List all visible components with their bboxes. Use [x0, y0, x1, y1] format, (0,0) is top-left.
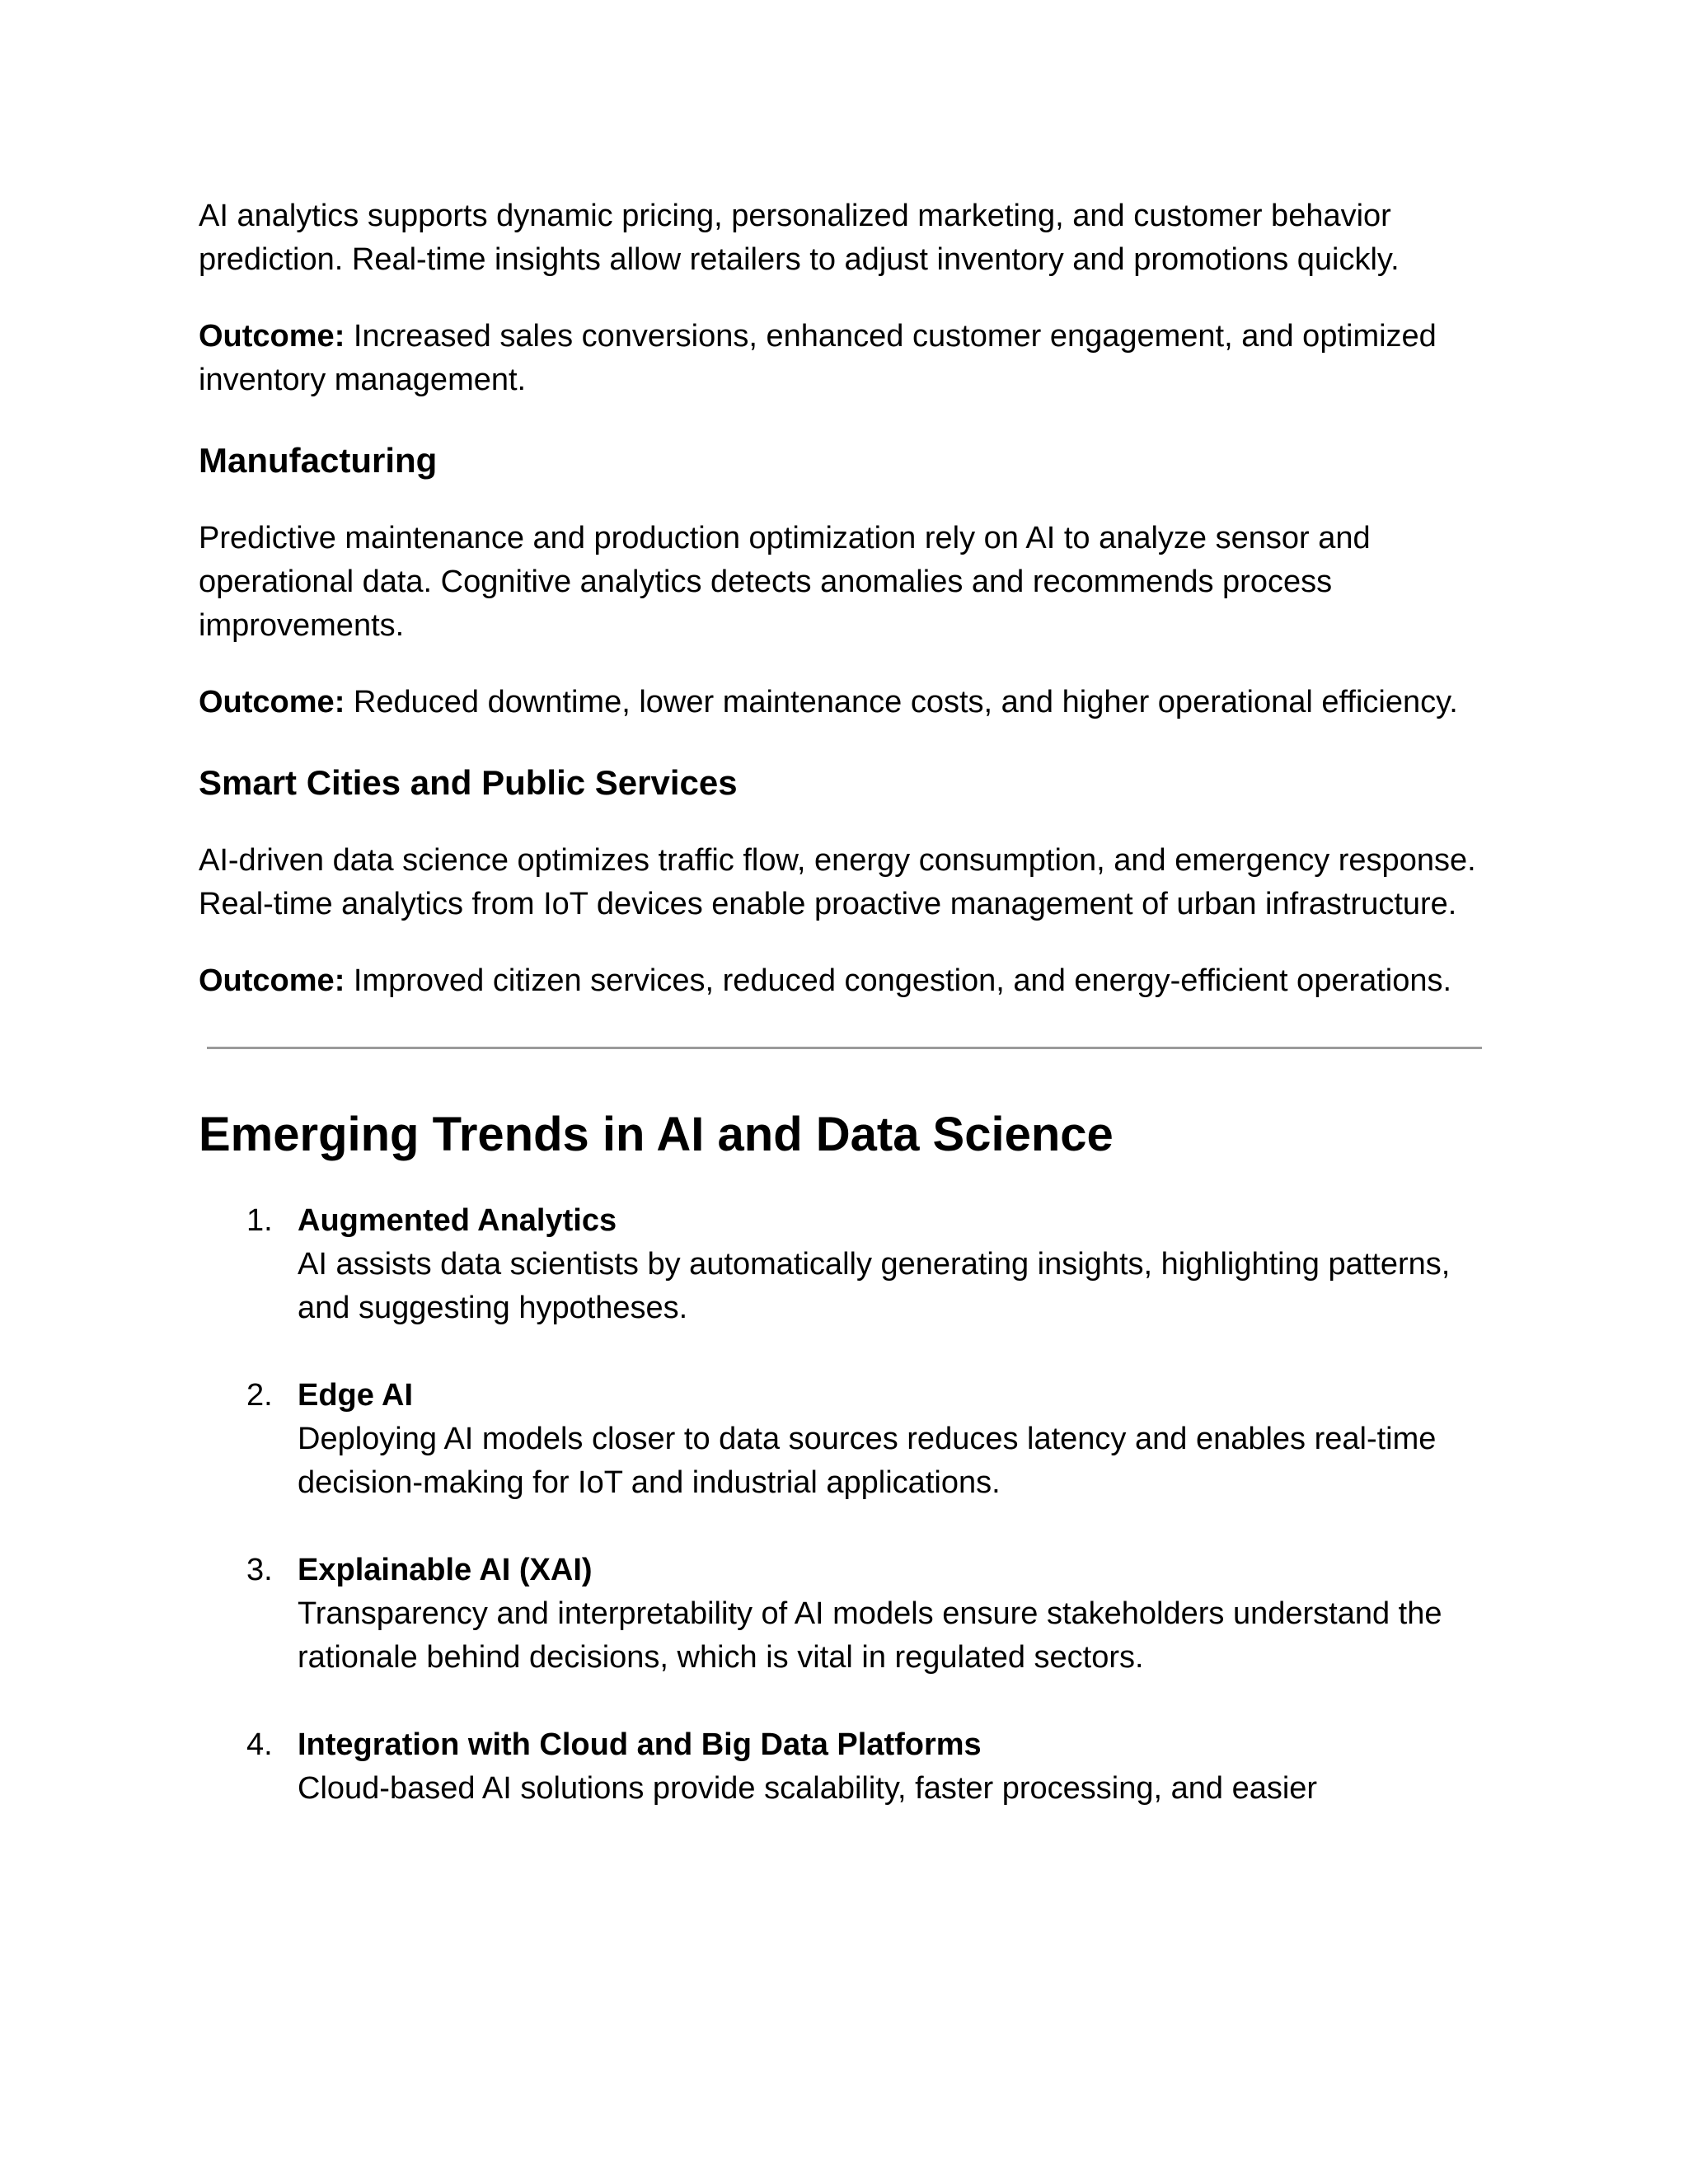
list-item — [199, 1549, 1484, 1680]
list-item — [199, 1374, 1484, 1505]
smart-cities-outcome — [199, 959, 1484, 1003]
smart-cities-paragraph: AI-driven data science optimizes traffic flow, energy consumption, and emergency response. Real-time analytics from IoT devices enable proactive management of urban infrastructure. — [199, 843, 1476, 921]
manufacturing-paragraph: Predictive maintenance and production optimization rely on AI to analyze sensor and operational data. Cognitive analytics detects anomalies and recommends process improvements. — [199, 521, 1371, 643]
list-item-number: 4. — [246, 1727, 273, 1762]
list-item-title: Explainable AI (XAI) — [298, 1553, 593, 1587]
list-item-description: Cloud-based AI solutions provide scalability, faster processing, and easier — [298, 1771, 1318, 1806]
retail-outcome — [199, 315, 1484, 402]
list-item-title: Integration with Cloud and Big Data Platforms — [298, 1727, 982, 1762]
manufacturing-heading: Manufacturing — [199, 441, 438, 480]
outcome-text: Improved citizen services, reduced congestion, and energy-efficient operations. — [345, 963, 1452, 998]
list-item-description: Transparency and interpretability of AI models ensure stakeholders understand the rationale behind decisions, which is vital in regulated sectors. — [298, 1596, 1442, 1675]
list-item-number: 2. — [246, 1378, 273, 1413]
outcome-text: Increased sales conversions, enhanced customer engagement, and optimized inventory management. — [199, 319, 1437, 397]
document-content — [199, 194, 1484, 1811]
list-item-title: Augmented Analytics — [298, 1203, 617, 1238]
horizontal-divider — [207, 1047, 1482, 1049]
list-item-description: Deploying AI models closer to data sources reduces latency and enables real-time decision-making for IoT and industrial applications. — [298, 1422, 1437, 1500]
list-item-title: Edge AI — [298, 1378, 414, 1413]
manufacturing-outcome — [199, 681, 1484, 724]
outcome-label: Outcome: — [199, 963, 345, 998]
outcome-label: Outcome: — [199, 319, 345, 354]
list-item-number: 3. — [246, 1553, 273, 1587]
smart-cities-heading: Smart Cities and Public Services — [199, 763, 738, 802]
list-item — [199, 1723, 1484, 1811]
outcome-text: Reduced downtime, lower maintenance costs, and higher operational efficiency. — [345, 685, 1458, 719]
list-item-number: 1. — [246, 1203, 273, 1238]
trends-heading: Emerging Trends in AI and Data Science — [199, 1108, 1114, 1161]
list-item-description: AI assists data scientists by automatically generating insights, highlighting patterns, and suggesting hypotheses. — [298, 1247, 1451, 1325]
trends-list — [199, 1199, 1484, 1811]
retail-paragraph: AI analytics supports dynamic pricing, personalized marketing, and customer behavior prediction. Real-time insights allow retailers to adjust inventory and promotions quickly. — [199, 199, 1400, 277]
list-item — [199, 1199, 1484, 1330]
outcome-label: Outcome: — [199, 685, 345, 719]
